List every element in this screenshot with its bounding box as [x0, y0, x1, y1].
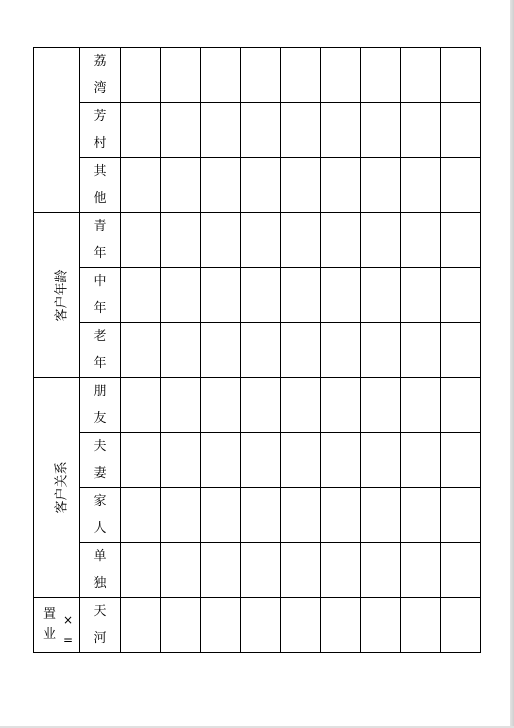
data-cell[interactable] — [241, 158, 281, 213]
data-cell[interactable] — [401, 213, 441, 268]
data-cell[interactable] — [441, 598, 481, 653]
data-cell[interactable] — [121, 543, 161, 598]
table-row — [34, 103, 481, 158]
row-label: 芳 村 — [80, 103, 121, 158]
data-cell[interactable] — [441, 103, 481, 158]
data-cell[interactable] — [441, 48, 481, 103]
group-header-customer-relation: 客户关系 — [34, 378, 80, 598]
data-cell[interactable] — [201, 213, 241, 268]
data-cell[interactable] — [281, 543, 321, 598]
data-cell[interactable] — [281, 323, 321, 378]
table-row — [34, 598, 481, 653]
row-label: 家 人 — [80, 488, 121, 543]
data-cell[interactable] — [361, 543, 401, 598]
data-cell[interactable] — [361, 378, 401, 433]
data-cell[interactable] — [321, 543, 361, 598]
data-cell[interactable] — [321, 488, 361, 543]
data-cell[interactable] — [241, 213, 281, 268]
data-cell[interactable] — [281, 378, 321, 433]
data-cell[interactable] — [201, 48, 241, 103]
data-cell[interactable] — [161, 103, 201, 158]
data-cell[interactable] — [441, 543, 481, 598]
data-cell[interactable] — [121, 213, 161, 268]
data-cell[interactable] — [241, 323, 281, 378]
data-cell[interactable] — [361, 433, 401, 488]
data-cell[interactable] — [321, 158, 361, 213]
data-cell[interactable] — [161, 213, 201, 268]
data-cell[interactable] — [401, 268, 441, 323]
data-cell[interactable] — [361, 213, 401, 268]
data-cell[interactable] — [241, 268, 281, 323]
data-cell[interactable] — [161, 543, 201, 598]
statistics-table — [33, 47, 481, 653]
data-cell[interactable] — [201, 323, 241, 378]
data-cell[interactable] — [321, 378, 361, 433]
data-cell[interactable] — [441, 213, 481, 268]
data-cell[interactable] — [361, 103, 401, 158]
data-cell[interactable] — [321, 433, 361, 488]
data-cell[interactable] — [241, 488, 281, 543]
row-label: 青 年 — [80, 213, 121, 268]
data-cell[interactable] — [121, 158, 161, 213]
data-cell[interactable] — [281, 433, 321, 488]
data-cell[interactable] — [201, 103, 241, 158]
data-cell[interactable] — [201, 598, 241, 653]
data-cell[interactable] — [121, 598, 161, 653]
data-cell[interactable] — [401, 433, 441, 488]
data-cell[interactable] — [161, 158, 201, 213]
data-cell[interactable] — [201, 433, 241, 488]
data-cell[interactable] — [401, 378, 441, 433]
data-cell[interactable] — [161, 268, 201, 323]
data-cell[interactable] — [401, 323, 441, 378]
data-cell[interactable] — [241, 433, 281, 488]
data-cell[interactable] — [201, 158, 241, 213]
data-cell[interactable] — [121, 48, 161, 103]
group-header-property: 置 业 × = — [34, 598, 80, 653]
table-row — [34, 488, 481, 543]
data-cell[interactable] — [281, 488, 321, 543]
data-cell[interactable] — [321, 48, 361, 103]
row-label: 老 年 — [80, 323, 121, 378]
data-cell[interactable] — [281, 158, 321, 213]
data-cell[interactable] — [241, 598, 281, 653]
data-cell[interactable] — [121, 488, 161, 543]
data-cell[interactable] — [281, 598, 321, 653]
data-cell[interactable] — [361, 158, 401, 213]
group-header-customer-age: 客户年龄 — [34, 213, 80, 378]
data-cell[interactable] — [201, 543, 241, 598]
data-cell[interactable] — [161, 598, 201, 653]
data-cell[interactable] — [121, 378, 161, 433]
data-cell[interactable] — [361, 323, 401, 378]
data-cell[interactable] — [201, 268, 241, 323]
data-cell[interactable] — [401, 48, 441, 103]
data-cell[interactable] — [361, 268, 401, 323]
data-cell[interactable] — [441, 323, 481, 378]
data-cell[interactable] — [281, 48, 321, 103]
data-cell[interactable] — [361, 598, 401, 653]
data-cell[interactable] — [361, 48, 401, 103]
data-cell[interactable] — [161, 433, 201, 488]
page-edge-shadow — [510, 0, 514, 728]
table-row — [34, 48, 481, 103]
data-cell[interactable] — [281, 268, 321, 323]
row-label: 单 独 — [80, 543, 121, 598]
data-cell[interactable] — [321, 268, 361, 323]
data-cell[interactable] — [401, 103, 441, 158]
row-label: 夫 妻 — [80, 433, 121, 488]
data-cell[interactable] — [161, 48, 201, 103]
data-cell[interactable] — [321, 598, 361, 653]
data-cell[interactable] — [121, 433, 161, 488]
group-header-district — [34, 48, 80, 213]
data-cell[interactable] — [321, 213, 361, 268]
data-cell[interactable] — [441, 158, 481, 213]
data-cell[interactable] — [241, 103, 281, 158]
data-cell[interactable] — [321, 103, 361, 158]
data-cell[interactable] — [121, 323, 161, 378]
data-cell[interactable] — [361, 488, 401, 543]
data-cell[interactable] — [401, 598, 441, 653]
data-cell[interactable] — [161, 378, 201, 433]
data-cell[interactable] — [241, 378, 281, 433]
data-cell[interactable] — [161, 488, 201, 543]
table-row — [34, 213, 481, 268]
table-row — [34, 268, 481, 323]
data-cell[interactable] — [281, 103, 321, 158]
data-cell[interactable] — [441, 433, 481, 488]
row-label: 中 年 — [80, 268, 121, 323]
data-cell[interactable] — [401, 488, 441, 543]
data-cell[interactable] — [241, 48, 281, 103]
table-row — [34, 378, 481, 433]
data-cell[interactable] — [441, 268, 481, 323]
data-cell[interactable] — [441, 378, 481, 433]
data-cell[interactable] — [121, 103, 161, 158]
row-label: 其 他 — [80, 158, 121, 213]
table-row — [34, 433, 481, 488]
data-cell[interactable] — [321, 323, 361, 378]
table-row — [34, 158, 481, 213]
data-cell[interactable] — [201, 488, 241, 543]
data-cell[interactable] — [121, 268, 161, 323]
clipped-text-fragment: × = — [62, 613, 73, 647]
data-cell[interactable] — [401, 543, 441, 598]
data-cell[interactable] — [241, 543, 281, 598]
data-cell[interactable] — [281, 213, 321, 268]
table-row — [34, 323, 481, 378]
row-label: 朋 友 — [80, 378, 121, 433]
data-cell[interactable] — [201, 378, 241, 433]
row-label: 天 河 — [80, 598, 121, 653]
data-cell[interactable] — [401, 158, 441, 213]
data-cell[interactable] — [441, 488, 481, 543]
row-label: 荔 湾 — [80, 48, 121, 103]
data-cell[interactable] — [161, 323, 201, 378]
table-row — [34, 543, 481, 598]
